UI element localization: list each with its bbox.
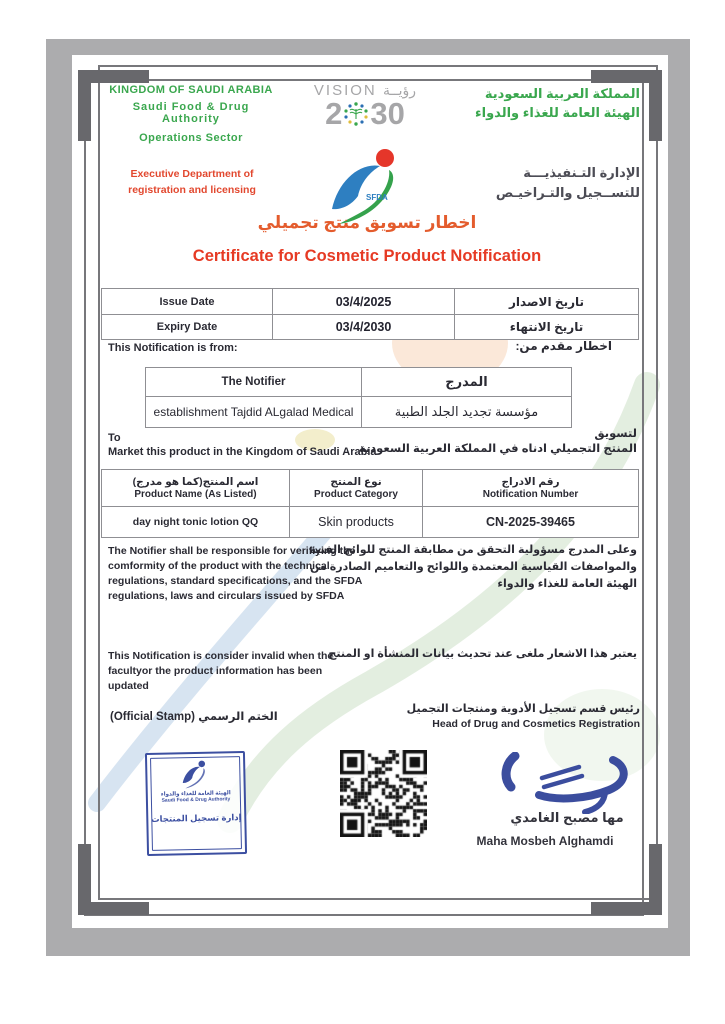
certificate-page (72, 55, 668, 928)
expiry-date-value: 03/4/2030 (272, 314, 454, 339)
expiry-date-label: Expiry Date (102, 314, 272, 339)
issue-date-label: Issue Date (159, 295, 215, 308)
product-table (101, 469, 639, 538)
certificate-title-ar: اخطار تسويق منتج تجميلي (257, 213, 477, 232)
signatory-name-en: Maha Mosbeh Alghamdi (476, 834, 614, 848)
authority-name-en (108, 84, 274, 144)
executive-department-en: Executive Department of registration and licensing (128, 168, 256, 196)
issue-date-label-ar: تاريخ الاصدار (454, 289, 638, 314)
notification-from-label-en: This Notification is from: (108, 342, 238, 354)
responsibility-paragraph-en: The Notifier shall be responsible for verifiying the comformity of the product with the technical regulations, standard specifications, and the SFDA regulations, laws and circulars issued by SFDA (108, 545, 362, 602)
signature (487, 752, 647, 814)
executive-department-ar: الإدارة التـنفيذيـــة للتســجيل والتـراخيـص (495, 165, 640, 200)
product-name-value: day night tonic lotion QQ (102, 506, 289, 537)
notifier-header-ar: المدرج (361, 368, 571, 396)
signatory-name-ar: مها مصبح الغامدي (510, 810, 624, 825)
notification-number-header: رقم الادراج Notification Number (422, 470, 638, 506)
dates-table (101, 288, 639, 340)
product-category-value: Skin products (289, 506, 422, 537)
notifier-name-en: establishment Tajdid ALgalad Medical (146, 396, 361, 427)
issue-date-value: 03/4/2025 (272, 289, 454, 314)
vision-palm-emblem (343, 101, 369, 127)
responsibility-paragraph-ar: وعلى المدرج مسؤولية التحقق من مطابقة المنتج للوائح الفنية والمواصفات القياسية المعتمدة واللوائح والتعاميم الصادرة من الهيئة العامة للغذاء والدواء (309, 544, 637, 590)
notification-from-label-ar: اخطار مقدم من: (515, 339, 612, 353)
official-stamp (145, 751, 247, 856)
expiry-date-label-ar: تاريخ الانتهاء (454, 314, 638, 339)
notification-number-value: CN-2025-39465 (422, 506, 638, 537)
notifier-table (145, 367, 572, 428)
certificate-title-en: Certificate for Cosmetic Product Notification (192, 247, 542, 265)
notifier-header-en: The Notifier (221, 376, 286, 388)
signatory-title-ar: رئيس قسم تسجيل الأدوية ومنتجات التجميل (406, 703, 640, 715)
invalidity-paragraph-ar: يعتبر هذا الاشعار ملغى عند تحديث بيانات المنشأة او المنتج (328, 648, 637, 660)
market-statement-en: To Market this product in the Kingdom of Saudi Arabia (108, 432, 377, 458)
frame-corner-bottom-left (78, 844, 149, 915)
authority-line: Saudi Food & Drug Authority (132, 101, 250, 125)
signatory-title-en: Head of Drug and Cosmetics Registration (432, 718, 640, 730)
vision-2030-logo (294, 82, 436, 129)
vision-year: 2 30 (325, 96, 405, 131)
stamp-inner-border (150, 756, 242, 851)
official-stamp-label: (Official Stamp) الختم الرسمي (110, 711, 278, 723)
vision-wordmark: VISION رؤيــة (313, 82, 417, 99)
authority-name-ar: المملكة العربية السعودية الهيئة العامة للغذاء والدواء (475, 86, 640, 120)
kingdom-line: KINGDOM OF SAUDI ARABIA (109, 84, 273, 96)
notifier-name-ar: مؤسسة تجديد الجلد الطبية (361, 396, 571, 427)
market-statement-ar: لتسويق المنتج التجميلي ادناه في المملكة العربية السعودية (358, 428, 637, 455)
product-name-header: اسم المنتج(كما هو مدرج) Product Name (As Listed) (132, 476, 259, 500)
stamp-authority-en: Saudi Food & Drug Authority (161, 796, 231, 804)
sfda-logo-text: SFDA (366, 193, 388, 202)
qr-code (340, 750, 427, 837)
page-backdrop (46, 39, 690, 956)
stamp-department: إدارة تسجيل المنتجات (150, 812, 242, 824)
sector-line: Operations Sector (139, 132, 243, 144)
stamp-authority-ar: الهيئة العامة للغذاء والدواء (160, 790, 231, 798)
product-category-header: نوع المنتج Product Category (289, 470, 422, 506)
invalidity-paragraph-en: This Notification is consider invalid when the facultyor the product information has been updated (108, 650, 334, 692)
frame-corner-bottom-right (591, 844, 662, 915)
